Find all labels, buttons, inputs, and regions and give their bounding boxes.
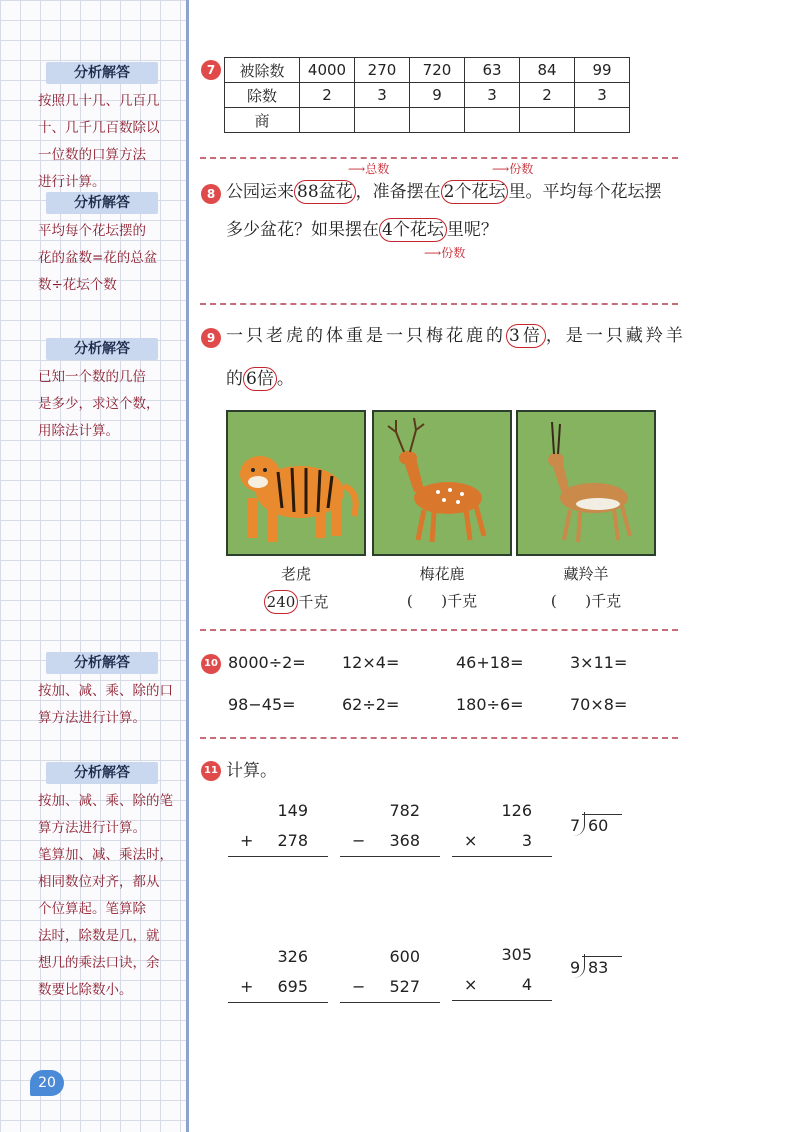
oral-calc-item: 8000÷2=: [228, 653, 306, 672]
section-divider: [200, 629, 678, 631]
table-cell: 3: [355, 83, 410, 108]
table-cell: 4000: [300, 58, 355, 83]
question-11-title: 计算。: [226, 761, 277, 781]
note-body: 按照几十几、几百几 十、几千几百数除以 一位数的口算方法 进行计算。: [38, 93, 160, 190]
oral-calc-item: 62÷2=: [342, 695, 400, 714]
operand-bottom: 695: [277, 977, 308, 996]
divisor: 7: [570, 816, 581, 835]
caption-deer-name: 梅花鹿: [419, 565, 465, 583]
operator: ×: [464, 975, 478, 994]
question-8-line-2: 多少盆花？如果摆在 4个花坛 里呢？: [226, 220, 498, 240]
caption-antelope-weight: ( )千克: [550, 592, 622, 610]
table-cell: 84: [520, 58, 575, 83]
operator: +: [240, 977, 254, 996]
antelope-icon: [518, 412, 654, 554]
question-9-line-1: 一只老虎的体重是一只梅花鹿的 3倍 ，是一只藏羚羊: [226, 326, 686, 346]
note-body: 按加、减、乘、除的笔 算方法进行计算。 笔算加、减、乘法时， 相同数位对齐，都从 个位算起。笔算除 法时，除数是几，就 想几的乘法口诀，余 数要比除数小。: [38, 793, 173, 998]
operand-top: 782: [389, 801, 420, 820]
antelope-picture: [516, 410, 656, 556]
question-9-number: 9: [201, 328, 221, 348]
note-heading: 分析解答: [46, 652, 158, 674]
long-division: [570, 956, 609, 980]
annotation-total: ⟶总数: [348, 162, 390, 176]
table-cell: 720: [410, 58, 465, 83]
answer-cell[interactable]: [300, 108, 355, 133]
note-heading: 分析解答: [46, 338, 158, 360]
section-divider: [200, 157, 678, 159]
long-division: [570, 814, 609, 838]
oral-calc-item: 98−45=: [228, 695, 296, 714]
operator: +: [240, 831, 254, 850]
tiger-picture: [226, 410, 366, 556]
section-divider: [200, 737, 678, 739]
divisor: 9: [570, 958, 581, 977]
table-cell: 63: [465, 58, 520, 83]
oral-calc-item: 12×4=: [342, 653, 400, 672]
table-cell: 270: [355, 58, 410, 83]
operand-top: 149: [277, 801, 308, 820]
division-table: [224, 57, 630, 133]
answer-cell[interactable]: [355, 108, 410, 133]
table-cell: 除数: [225, 83, 300, 108]
oral-calc-item: 46+18=: [456, 653, 524, 672]
operand-bottom: 368: [389, 831, 420, 850]
operand-bottom: 3: [521, 831, 532, 850]
operand-top: 126: [501, 801, 532, 820]
question-7-number: 7: [201, 60, 221, 80]
answer-cell[interactable]: [410, 108, 465, 133]
table-cell: 3: [575, 83, 630, 108]
question-8-line-1: 公园运来 88盆花 ，准备摆在 2个花坛 里。平均每个花坛摆: [226, 182, 662, 202]
analysis-note-4: [38, 652, 178, 732]
deer-picture: [372, 410, 512, 556]
answer-blank[interactable]: ( ): [406, 592, 448, 610]
note-heading: 分析解答: [46, 192, 158, 214]
vertical-calc: [452, 796, 552, 857]
analysis-note-2: [38, 192, 178, 299]
note-body: 按加、减、乘、除的口 算方法进行计算。: [38, 683, 173, 726]
vertical-calc: [452, 940, 552, 1001]
caption-tiger-name: 老虎: [280, 565, 311, 583]
vertical-calc: [340, 942, 440, 1003]
table-row: [225, 108, 630, 133]
table-cell: 被除数: [225, 58, 300, 83]
question-10-number: 10: [201, 654, 221, 674]
note-heading: 分析解答: [46, 762, 158, 784]
answer-cell[interactable]: [520, 108, 575, 133]
circled-phrase: 88盆花: [294, 180, 356, 204]
vertical-calc: [228, 796, 328, 857]
operator: ×: [464, 831, 478, 850]
annotation-parts: ⟶份数: [492, 162, 534, 176]
operator: −: [352, 977, 366, 996]
question-11-number: 11: [201, 761, 221, 781]
oral-calc-item: 70×8=: [570, 695, 628, 714]
oral-calc-item: 3×11=: [570, 653, 628, 672]
circled-phrase: 4个花坛: [379, 218, 447, 242]
table-cell: 商: [225, 108, 300, 133]
caption-tiger-weight: 240 千克: [226, 590, 366, 614]
operand-top: 305: [501, 945, 532, 964]
answer-blank[interactable]: ( ): [550, 592, 592, 610]
oral-calc-item: 180÷6=: [456, 695, 524, 714]
operand-top: 600: [389, 947, 420, 966]
analysis-note-3: [38, 338, 178, 445]
operand-top: 326: [277, 947, 308, 966]
operand-bottom: 527: [389, 977, 420, 996]
page-number: 20: [30, 1070, 64, 1096]
table-cell: 99: [575, 58, 630, 83]
vertical-calc: [340, 796, 440, 857]
tiger-icon: [228, 412, 364, 554]
operand-bottom: 4: [521, 975, 532, 994]
note-body: 平均每个花坛摆的 花的盆数=花的总盆 数÷花坛个数: [38, 223, 158, 293]
sidebar-border: [186, 0, 189, 1132]
caption-deer-weight: ( )千克: [406, 592, 478, 610]
circled-phrase: 3倍: [506, 324, 546, 348]
table-cell: 3: [465, 83, 520, 108]
note-heading: 分析解答: [46, 62, 158, 84]
dividend: 83: [582, 956, 622, 979]
operator: −: [352, 831, 366, 850]
table-cell: 2: [300, 83, 355, 108]
table-row: [225, 58, 630, 83]
table-cell: 2: [520, 83, 575, 108]
dividend: 60: [582, 814, 622, 837]
deer-icon: [374, 412, 510, 554]
answer-cell[interactable]: [465, 108, 520, 133]
analysis-note-5: [38, 762, 178, 1004]
note-body: 已知一个数的几倍 是多少，求这个数， 用除法计算。: [38, 369, 160, 439]
table-cell: 9: [410, 83, 465, 108]
analysis-note-1: [38, 62, 178, 196]
annotation-parts: ⟶份数: [424, 246, 466, 260]
circled-phrase: 2个花坛: [441, 180, 509, 204]
vertical-calc: [228, 942, 328, 1003]
question-8-number: 8: [201, 184, 221, 204]
caption-antelope-name: 藏羚羊: [563, 565, 609, 583]
section-divider: [200, 303, 678, 305]
circled-phrase: 6倍: [243, 367, 277, 391]
answer-cell[interactable]: [575, 108, 630, 133]
table-row: [225, 83, 630, 108]
operand-bottom: 278: [277, 831, 308, 850]
question-9-line-2: 的 6倍 。: [226, 369, 294, 389]
